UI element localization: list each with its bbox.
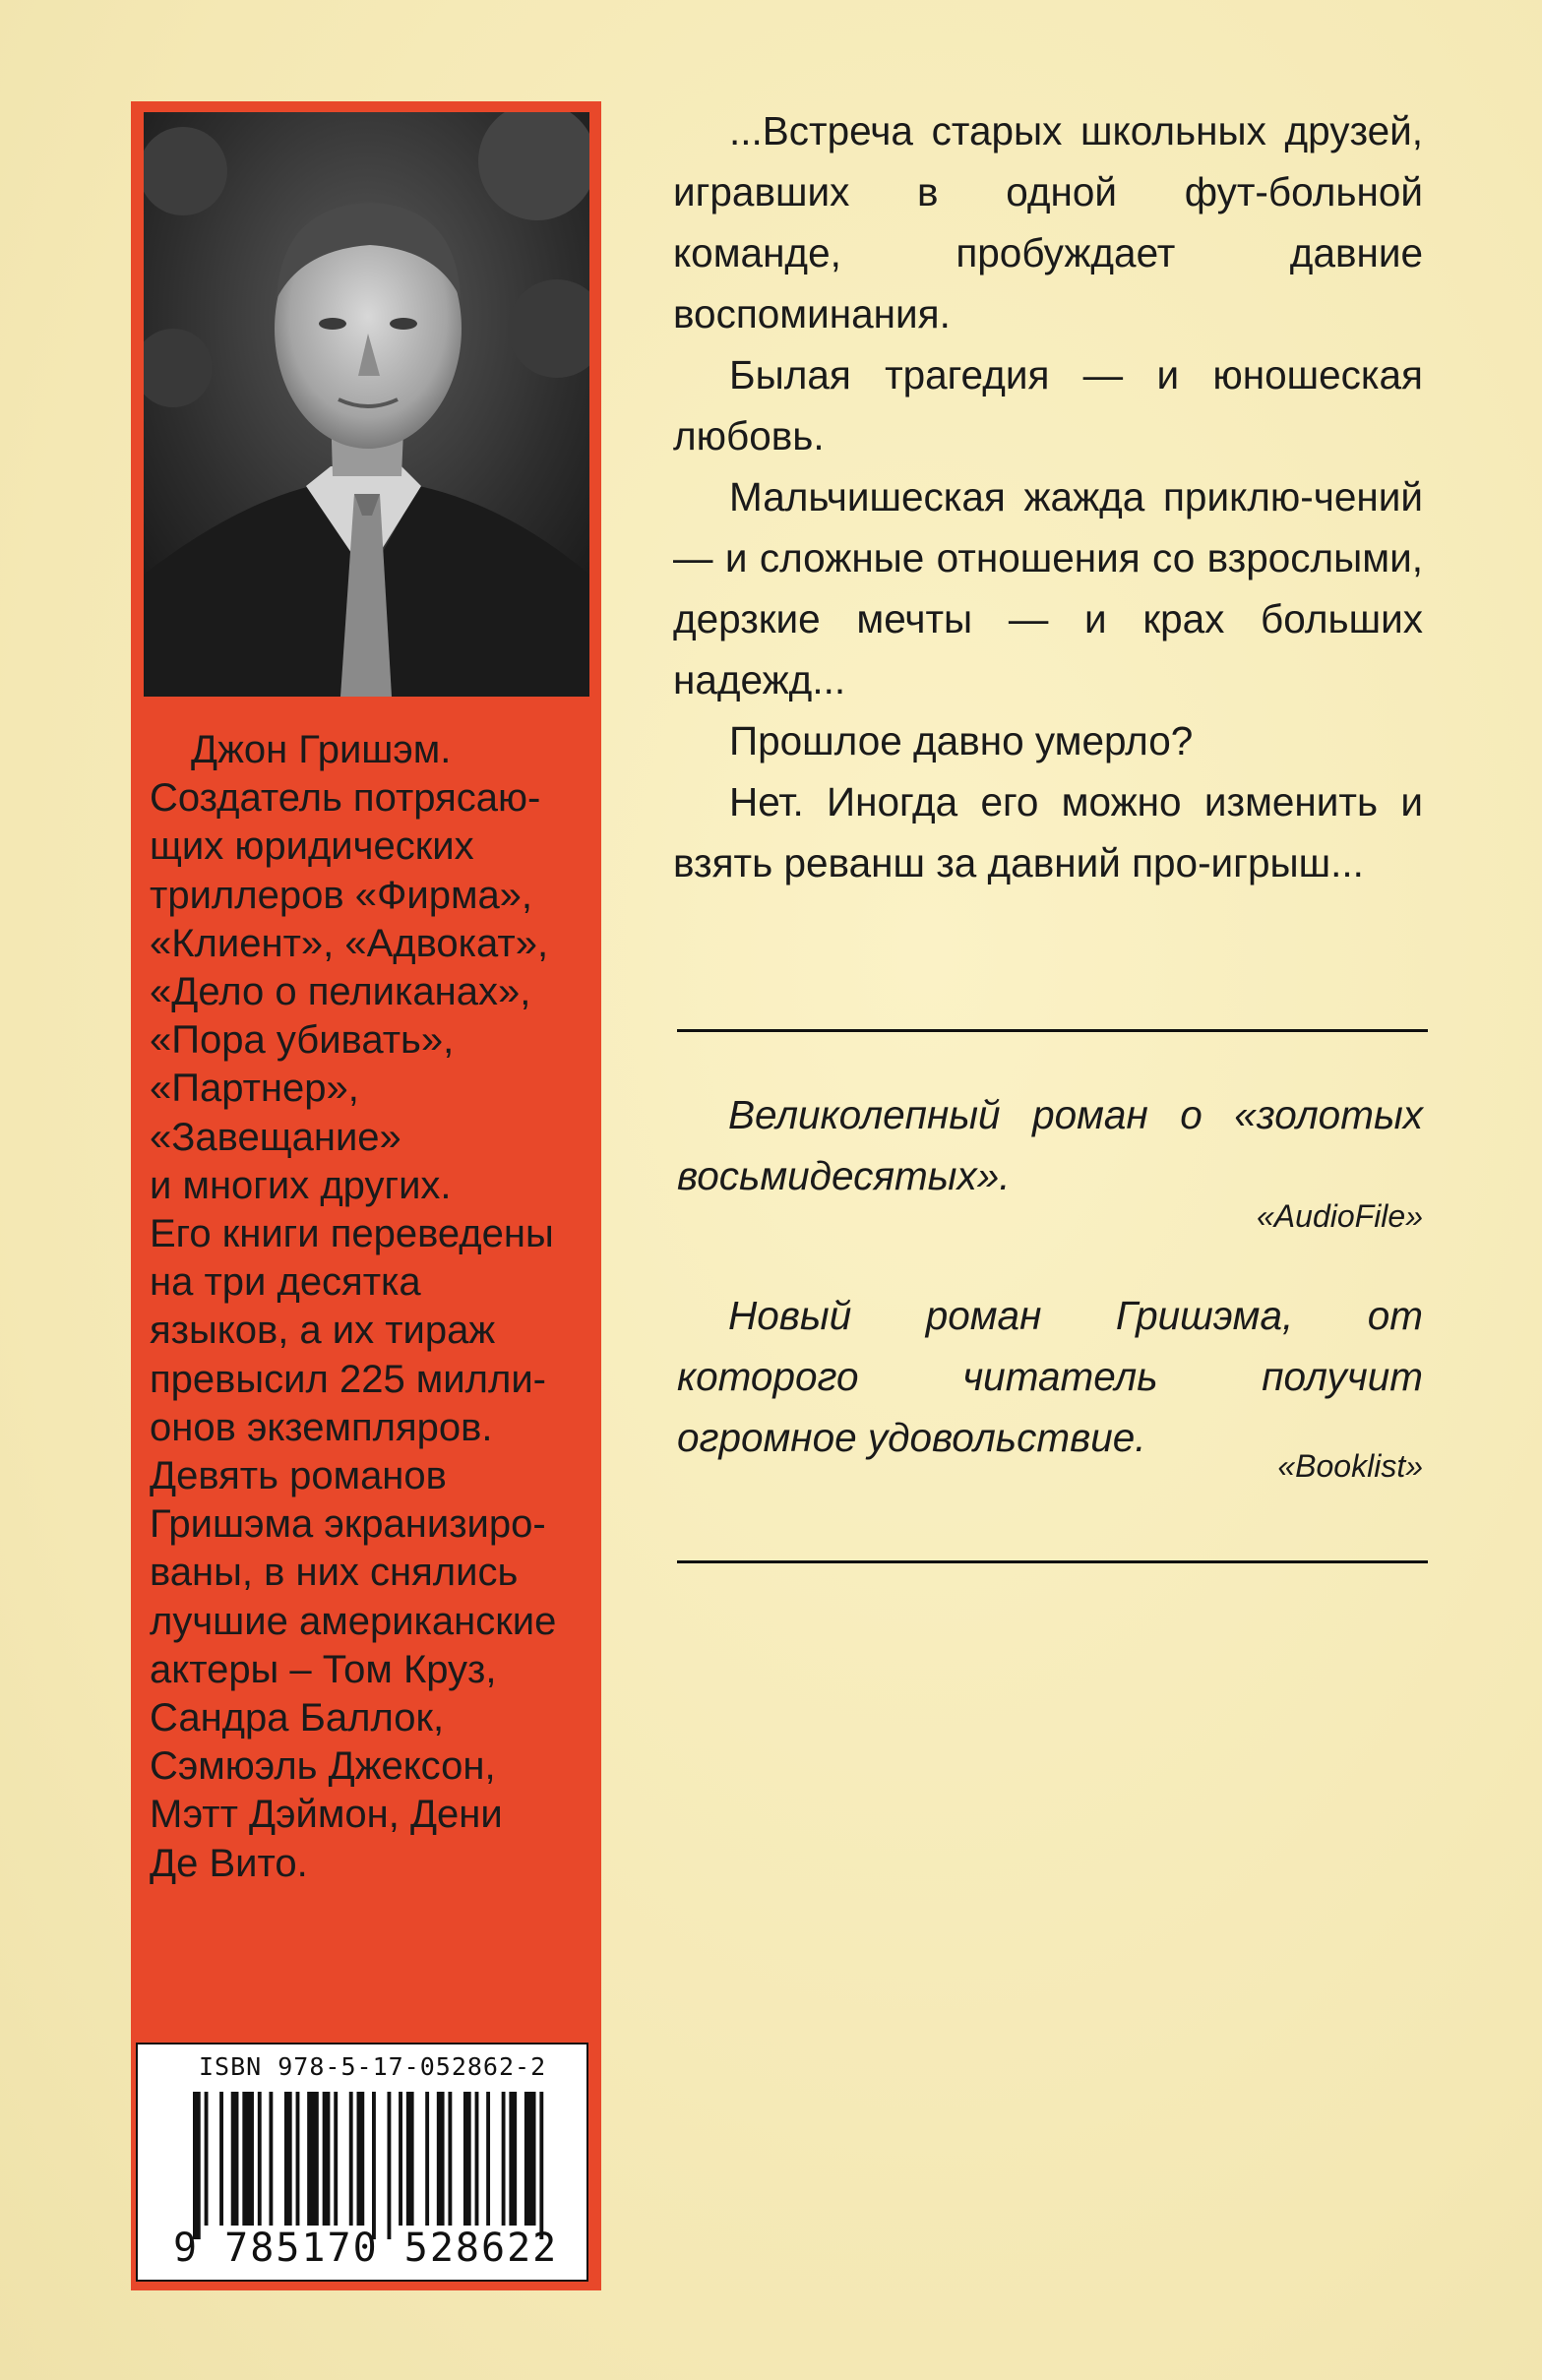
- barcode-bar: [357, 2092, 365, 2226]
- barcode-bar: [406, 2092, 414, 2226]
- bio-line: языков, а их тираж: [150, 1309, 496, 1353]
- blurb-paragraph: Нет. Иногда его можно изменить и взять реванш за давний про-игрыш...: [673, 779, 1423, 885]
- author-photo: [144, 112, 589, 697]
- bio-line: Джон Гришэм.: [191, 728, 452, 771]
- barcode-bar: [349, 2092, 353, 2226]
- barcode-bar: [509, 2092, 517, 2226]
- bio-line: «Завещание»: [150, 1115, 401, 1159]
- barcode-bar: [399, 2092, 402, 2226]
- bio-line: превысил 225 милли-: [150, 1357, 546, 1401]
- barcode-bar: [284, 2092, 292, 2226]
- barcode-bar: [463, 2092, 471, 2226]
- divider: [677, 1560, 1428, 1563]
- barcode-digits: 9 785170 528622: [173, 2226, 559, 2271]
- bio-line: «Дело о пеликанах»,: [150, 970, 531, 1014]
- barcode-bar: [231, 2092, 239, 2226]
- review-quote: Новый роман Гришэма, от которого читатель получит огромное удовольствие.: [677, 1293, 1423, 1460]
- blurb-paragraph: ...Встреча старых школьных друзей, игравших в одной фут-больной команде, пробуждает давние воспоминания.: [673, 108, 1423, 336]
- author-bio: [150, 726, 592, 1888]
- blurb-paragraph: Былая трагедия — и юношеская любовь.: [673, 352, 1423, 458]
- barcode-bar: [193, 2092, 201, 2239]
- barcode-bar: [205, 2092, 209, 2226]
- bio-line: актеры – Том Круз,: [150, 1647, 497, 1691]
- blurb-paragraph: Мальчишеская жажда приклю-чений — и сложные отношения со взрослыми, дерзкие мечты — и крах больших надежд...: [673, 474, 1423, 702]
- bio-line: «Пора убивать»,: [150, 1018, 455, 1063]
- bio-line: Мэтт Дэймон, Дени: [150, 1793, 503, 1837]
- bio-line: онов экземпляров.: [150, 1405, 493, 1449]
- divider: [677, 1029, 1428, 1032]
- barcode-bar: [296, 2092, 300, 2226]
- barcode-bar: [425, 2092, 429, 2226]
- barcode-bar: [502, 2092, 506, 2226]
- bio-line: Сэмюэль Джексон,: [150, 1744, 496, 1789]
- barcode-bar: [323, 2092, 331, 2226]
- barcode-bar: [334, 2092, 338, 2226]
- barcode-bar: [307, 2092, 319, 2226]
- barcode-bar: [258, 2092, 262, 2226]
- bio-line: лучшие американские: [150, 1599, 557, 1643]
- bio-line: «Партнер»,: [150, 1067, 359, 1111]
- blurb: [673, 100, 1423, 893]
- barcode-bar: [437, 2092, 445, 2226]
- bio-line: Его книги переведены: [150, 1212, 554, 1256]
- barcode-bar: [269, 2092, 273, 2226]
- bio-line: Де Вито.: [150, 1841, 308, 1885]
- bio-line: Создатель потрясаю-: [150, 776, 541, 821]
- review-quote: Великолепный роман о «золотых восьмидесятых».: [677, 1092, 1423, 1198]
- barcode-bar: [475, 2092, 479, 2226]
- isbn-label: ISBN 978-5-17-052862-2: [199, 2052, 547, 2081]
- isbn-barcode-box: [136, 2043, 588, 2282]
- bio-line: триллеров «Фирма»,: [150, 873, 533, 917]
- barcode-bar: [387, 2092, 391, 2239]
- bio-line: и многих других.: [150, 1163, 452, 1207]
- barcode: [193, 2092, 551, 2239]
- bio-line: «Клиент», «Адвокат»,: [150, 921, 549, 965]
- bio-line: Сандра Баллок,: [150, 1696, 445, 1740]
- barcode-bar: [486, 2092, 490, 2226]
- barcode-bar: [372, 2092, 376, 2239]
- bio-line: Гришэма экранизиро-: [150, 1502, 546, 1547]
- bio-line: Девять романов: [150, 1454, 447, 1498]
- barcode-bar: [219, 2092, 223, 2226]
- barcode-bar: [524, 2092, 536, 2226]
- bio-line: на три десятка: [150, 1260, 421, 1305]
- bio-line: щих юридических: [150, 824, 474, 869]
- barcode-bar: [539, 2092, 543, 2239]
- review-source: «AudioFile»: [1257, 1198, 1423, 1234]
- bio-line: ваны, в них снялись: [150, 1551, 519, 1595]
- review-source: «Booklist»: [1277, 1448, 1423, 1484]
- barcode-bar: [242, 2092, 254, 2226]
- blurb-paragraph: Прошлое давно умерло?: [729, 718, 1194, 763]
- barcode-bar: [448, 2092, 452, 2226]
